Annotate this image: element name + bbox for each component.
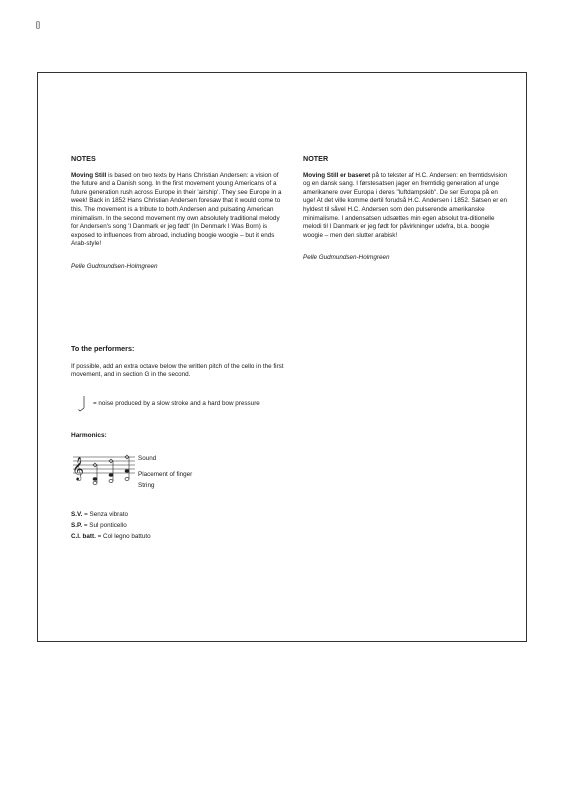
noise-note-text: = noise produced by a slow stroke and a hard bow pressure: [93, 400, 260, 407]
noter-title-bold: Moving Still er baseret: [303, 171, 371, 179]
abbreviation-term: S.P.: [71, 522, 83, 529]
performers-heading: To the performers:: [71, 344, 135, 353]
notes-heading: NOTES: [71, 154, 96, 163]
performers-text: If possible, add an extra octave below the written pitch of the cello in the first movement, and in section G in the second.: [71, 362, 284, 379]
notes-title-bold: Moving Still: [71, 171, 107, 179]
notes-signature: Pelle Gudmundsen-Holmgreen: [71, 262, 158, 270]
abbreviations-list: [71, 509, 151, 542]
noter-heading: NOTER: [303, 154, 329, 163]
abbreviation-term: S.V.: [71, 511, 83, 518]
harmonics-staff-icon: [71, 451, 137, 487]
svg-text:𝄞: 𝄞: [72, 456, 84, 480]
abbreviation-term: C.l. batt.: [71, 533, 96, 540]
abbreviation-meaning: = Sul ponticello: [82, 522, 127, 529]
harmonics-finger-label: Placement of finger: [138, 471, 193, 478]
abbreviation-item: [71, 531, 151, 542]
notes-english: [71, 155, 286, 272]
abbreviation-meaning: = Senza vibrato: [82, 511, 129, 518]
abbreviation-item: [71, 520, 151, 531]
page-marker: []: [36, 22, 40, 29]
notes-text: is based on two texts by Hans Christian Andersen: a vision of the future and a Danish song. In the first movement young Americans of a future generation rush across Europe in their 'airship'. They see Europe in a week! Back in 1852 Hans Christian Andersen foresaw that it would come to this. The movement is a tribute to both Andersen and pulsating American minimalism. In the second movement my own absolutely traditional melody for Andersen's song 'I Danmark er jeg født' (In Denmark I Was Born) is exposed to influences from abroad, including boogie woogie – but it ends Arab-style!: [71, 171, 282, 248]
harmonics-sound-label: Sound: [138, 455, 157, 462]
harmonics-heading: Harmonics:: [71, 432, 107, 439]
performers-section: [71, 345, 301, 380]
noter-text: på to tekster af H.C. Andersen: en fremtidsvision og en dansk sang. I førstesatsen jager en fremtidig generation af unge amerikanere over Europa i deres "luftdampskib". De ser Europa på en uge! At det ville komme dertil forudså H.C. Andersen i 1852. Satsen er en hyldest til såvel H.C. Andersen som den pulserende amerikanske minimalisme. I andensatsen udsættes min egen absolut tra-ditionelle melodi til I Danmark er jeg født for påvirkninger udefra, bl.a. boogie woogie – men den slutter arabisk!: [303, 171, 508, 239]
notes-danish: [303, 155, 508, 263]
abbreviation-item: [71, 509, 151, 520]
abbreviation-meaning: = Col legno battuto: [95, 533, 151, 540]
harmonics-string-label: String: [138, 482, 155, 489]
noter-signature: Pelle Gudmundsen-Holmgreen: [303, 254, 390, 262]
noise-note-icon: [75, 395, 89, 413]
noise-symbol-row: [71, 395, 371, 413]
notes-body: [71, 172, 286, 249]
noter-body: [303, 172, 508, 241]
content-frame: [37, 72, 527, 642]
